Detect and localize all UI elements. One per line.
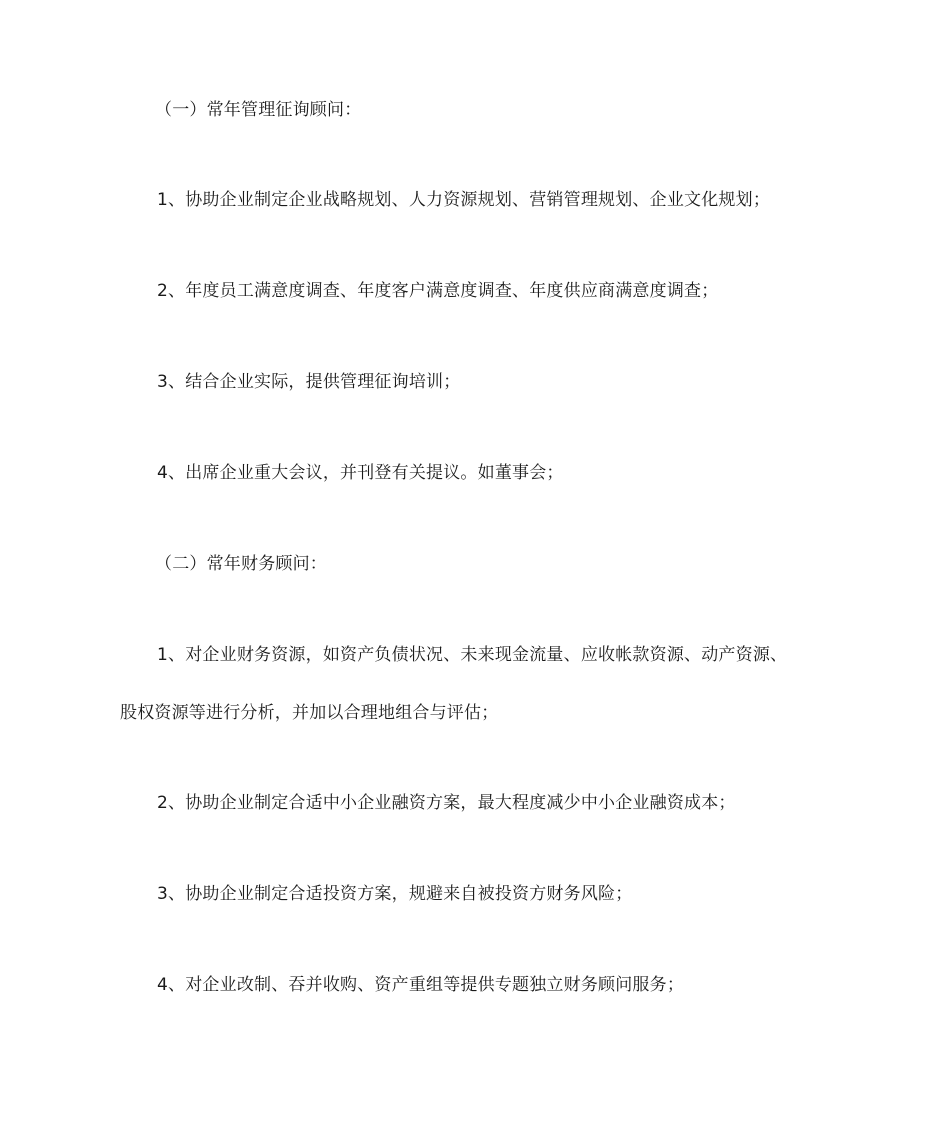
list-item: 2、年度员工满意度调查、年度客户满意度调查、年度供应商满意度调查； xyxy=(157,281,719,301)
list-item: 2、协助企业制定合适中小企业融资方案，最大程度减少中小企业融资成本； xyxy=(157,793,736,813)
section-heading-management: （一）常年管理征询顾问： xyxy=(155,100,362,120)
list-item: 4、出席企业重大会议，并刊登有关提议。如董事会； xyxy=(157,463,564,483)
section-heading-finance: （二）常年财务顾问： xyxy=(155,554,327,574)
list-item: 4、对企业改制、吞并收购、资产重组等提供专题独立财务顾问服务； xyxy=(157,975,685,995)
list-item: 3、结合企业实际，提供管理征询培训； xyxy=(157,372,461,392)
list-item: 1、对企业财务资源，如资产负债状况、未来现金流量、应收帐款资源、动产资源、 xyxy=(157,645,788,665)
list-item-continuation: 股权资源等进行分析，并加以合理地组合与评估； xyxy=(120,703,499,723)
list-item: 3、协助企业制定合适投资方案，规避来自被投资方财务风险； xyxy=(157,884,633,904)
list-item: 1、协助企业制定企业战略规划、人力资源规划、营销管理规划、企业文化规划； xyxy=(157,190,771,210)
